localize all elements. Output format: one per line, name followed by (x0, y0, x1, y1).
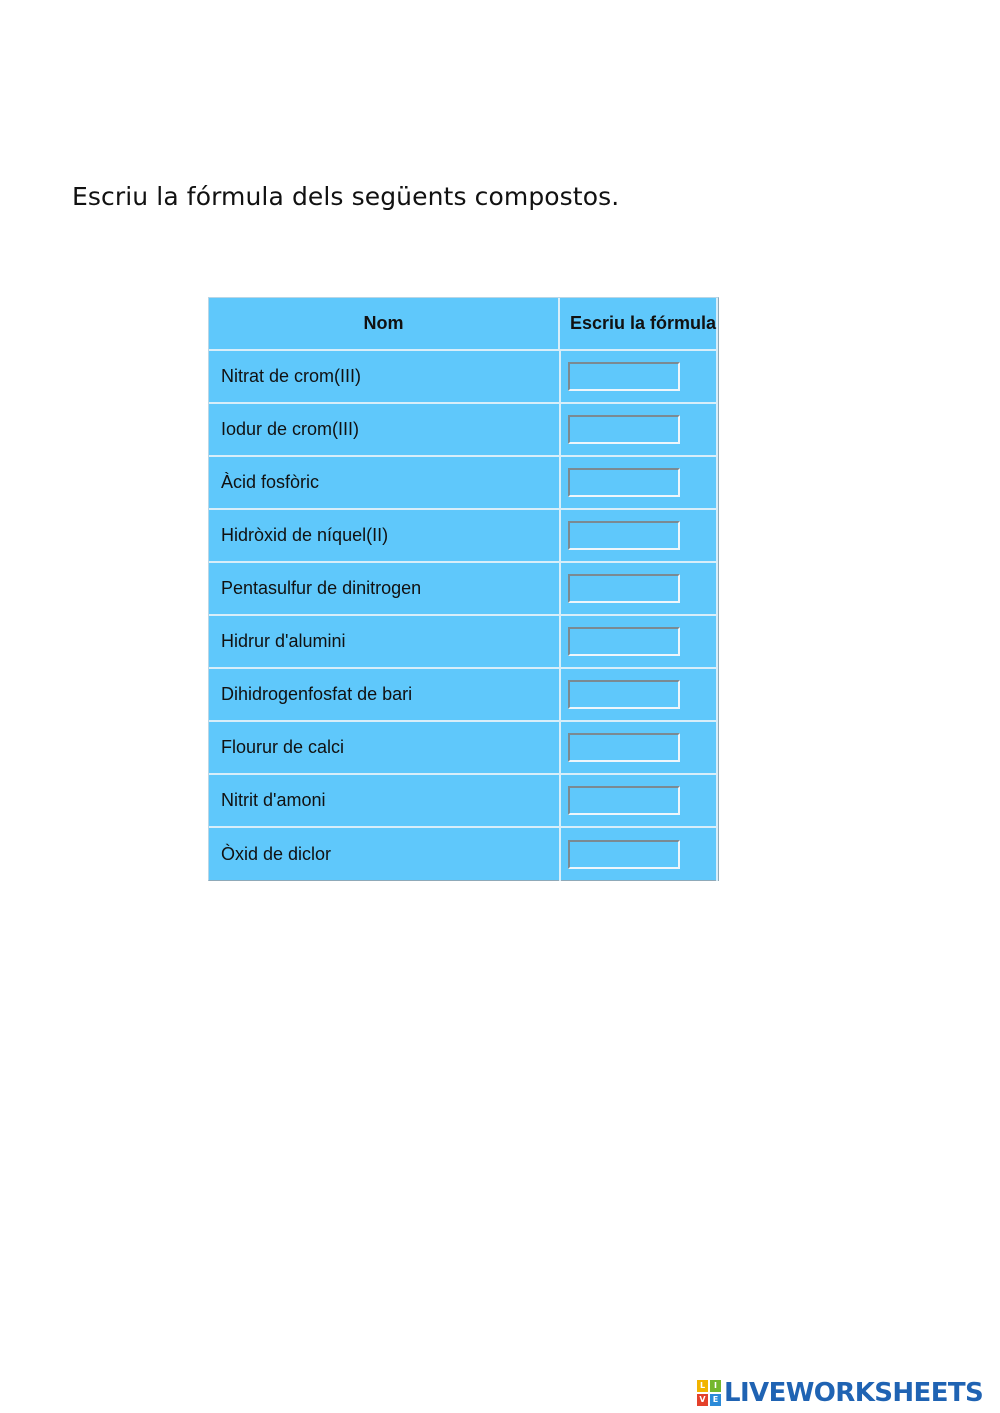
formula-answer-input[interactable] (568, 680, 680, 709)
compound-name: Nitrat de crom(III) (221, 366, 362, 386)
compounds-table (208, 297, 719, 881)
formula-cell (561, 457, 718, 508)
formula-cell (561, 775, 718, 826)
liveworksheets-brand (697, 1378, 983, 1408)
table-row (209, 775, 718, 828)
compound-name-cell (209, 722, 561, 773)
compound-name: Òxid de diclor (221, 844, 332, 864)
table-header-row (209, 298, 718, 351)
formula-cell (561, 510, 718, 561)
compound-name-cell (209, 351, 561, 402)
table-row (209, 351, 718, 404)
table-row (209, 828, 718, 881)
formula-answer-input[interactable] (568, 733, 680, 762)
liveworksheets-logo-icon (697, 1380, 721, 1406)
logo-tile-e: E (710, 1394, 721, 1406)
formula-answer-input[interactable] (568, 362, 680, 391)
compound-name: Pentasulfur de dinitrogen (221, 578, 422, 598)
formula-cell (561, 563, 718, 614)
formula-cell (561, 722, 718, 773)
table-row (209, 457, 718, 510)
compound-name-cell (209, 563, 561, 614)
header-formula-label: Escriu la fórmula (569, 313, 716, 333)
formula-cell (561, 404, 718, 455)
formula-answer-input[interactable] (568, 840, 680, 869)
compound-name-cell (209, 828, 561, 881)
logo-tile-l: L (697, 1380, 708, 1392)
formula-cell (561, 828, 718, 881)
compound-name-cell (209, 669, 561, 720)
formula-answer-input[interactable] (568, 786, 680, 815)
compound-name-cell (209, 404, 561, 455)
formula-answer-input[interactable] (568, 574, 680, 603)
formula-answer-input[interactable] (568, 415, 680, 444)
worksheet-instruction: Escriu la fórmula dels següents compostos. (72, 182, 620, 211)
compound-name: Dihidrogenfosfat de bari (221, 684, 413, 704)
table-row (209, 404, 718, 457)
formula-answer-input[interactable] (568, 521, 680, 550)
table-row (209, 722, 718, 775)
table-row (209, 669, 718, 722)
compound-name: Iodur de crom(III) (221, 419, 360, 439)
compound-name-cell (209, 457, 561, 508)
formula-cell (561, 669, 718, 720)
brand-wordmark: LIVEWORKSHEETS (724, 1378, 984, 1408)
table-row (209, 616, 718, 669)
compound-name: Nitrit d'amoni (221, 790, 326, 810)
compound-name-cell (209, 616, 561, 667)
formula-answer-input[interactable] (568, 627, 680, 656)
compound-name: Flourur de calci (221, 737, 345, 757)
compound-name: Hidròxid de níquel(II) (221, 525, 389, 545)
compound-name: Hidrur d'alumini (221, 631, 346, 651)
compound-name-cell (209, 775, 561, 826)
formula-cell (561, 616, 718, 667)
compound-name: Àcid fosfòric (221, 472, 320, 492)
logo-tile-i: I (710, 1380, 721, 1392)
header-cell-formula (560, 298, 718, 349)
header-name-label: Nom (363, 313, 404, 333)
formula-answer-input[interactable] (568, 468, 680, 497)
header-cell-name (209, 298, 560, 349)
logo-tile-v: V (697, 1394, 708, 1406)
table-row (209, 510, 718, 563)
compound-name-cell (209, 510, 561, 561)
table-row (209, 563, 718, 616)
formula-cell (561, 351, 718, 402)
